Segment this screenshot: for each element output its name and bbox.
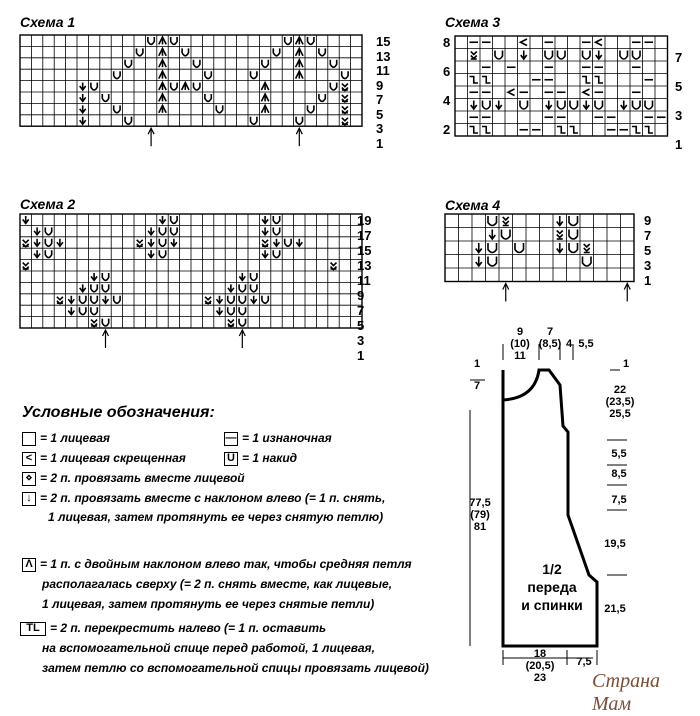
stitch-symbol (308, 105, 314, 112)
stitch-symbol (330, 83, 336, 90)
row-number: 3 (376, 121, 384, 136)
stitch-symbol (633, 51, 641, 60)
row-number: 8 (443, 35, 451, 50)
stitch-symbol (476, 243, 482, 253)
stitch-symbol (91, 320, 97, 327)
stitch-symbol (148, 227, 154, 234)
stitch-symbol (45, 250, 51, 257)
stitch-symbol (125, 60, 131, 67)
right-dim-7-5: 7,5 (611, 494, 627, 506)
stitch-symbol (102, 273, 108, 280)
stitch-symbol (137, 240, 143, 247)
stitch-symbol (342, 118, 348, 125)
row-number: 7 (675, 49, 683, 65)
knit-icon (22, 432, 36, 446)
row-number: 9 (644, 213, 652, 228)
stitch-symbol (171, 37, 177, 44)
stitch-symbol (342, 106, 348, 113)
stitch-symbol (239, 284, 245, 291)
stitch-symbol (545, 51, 553, 60)
legend-item-ssk-cont: 1 лицевая, затем протянуть ее через снятую петлю) (48, 510, 384, 524)
stitch-symbol (285, 37, 291, 44)
stitch-symbol (80, 117, 86, 124)
purl-icon: — (225, 431, 237, 444)
stitch-symbol (114, 296, 120, 303)
row-number: 2 (443, 122, 451, 137)
stitch-symbol (217, 296, 223, 303)
stitch-symbol (80, 307, 86, 314)
row-number: 9 (376, 77, 384, 93)
stitch-symbol (569, 243, 578, 253)
stitch-symbol (521, 39, 528, 46)
stitch-symbol (489, 230, 495, 240)
stitch-symbol (91, 273, 97, 280)
top-dim-4: 4 (565, 338, 573, 350)
stitch-symbol (251, 71, 257, 78)
left-dim-1: 1 (473, 358, 481, 370)
stitch-symbol (80, 83, 86, 90)
stitch-symbol (296, 117, 302, 124)
row-number: 1 (357, 348, 365, 363)
stitch-symbol (645, 127, 654, 134)
stitch-symbol (261, 105, 268, 112)
stitch-symbol (273, 227, 279, 234)
stitch-symbol (470, 127, 479, 134)
stitch-symbol (483, 101, 491, 110)
bottom-dim-width: 18 (20,5) 23 (525, 648, 555, 684)
scheme-4-title: Схема 4 (445, 197, 501, 213)
stitch-symbol (520, 101, 528, 110)
scheme-2-title: Схема 2 (20, 196, 76, 212)
legend-item-double-decrease-cont1: располагалась сверху (= 2 п. снять вместе, как лицевые, (42, 577, 393, 591)
stitch-symbol (91, 83, 97, 90)
stitch-symbol (495, 51, 503, 60)
stitch-symbol (621, 101, 627, 110)
stitch-symbol (261, 83, 268, 90)
stitch-symbol (596, 51, 602, 60)
stitch-symbol (330, 60, 336, 67)
stitch-symbol (239, 273, 245, 280)
stitch-symbol (569, 230, 578, 240)
row-number: 1 (644, 273, 652, 288)
stitch-symbol (102, 284, 108, 291)
stitch-symbol (68, 307, 74, 314)
stitch-symbol (182, 48, 188, 55)
stitch-symbol (471, 101, 477, 110)
stitch-symbol (583, 101, 589, 110)
stitch-symbol (470, 77, 479, 84)
legend-item-purl: — = 1 изнаночная (225, 431, 332, 445)
watermark: Страна Мам (592, 670, 660, 715)
bottom-dim-7-5: 7,5 (576, 656, 592, 668)
stitch-symbol (228, 320, 234, 327)
stitch-symbol (273, 48, 279, 55)
stitch-symbol (583, 89, 590, 96)
stitch-symbol (342, 71, 348, 78)
pattern-center-label: 1/2 переда и спинки (521, 561, 583, 613)
stitch-symbol (476, 257, 482, 267)
stitch-symbol (159, 83, 166, 90)
stitch-symbol (125, 117, 131, 124)
stitch-symbol (159, 71, 166, 78)
stitch-symbol (482, 127, 491, 134)
stitch-symbol (228, 296, 234, 303)
stitch-symbol (23, 240, 29, 247)
stitch-symbol (148, 250, 154, 257)
stitch-symbol (102, 319, 108, 326)
legend-item-knit: = 1 лицевая (22, 430, 110, 447)
scheme-3-title: Схема 3 (445, 14, 501, 30)
legend-title: Условные обозначения: (22, 404, 215, 421)
stitch-symbol (171, 216, 177, 223)
stitch-symbol (296, 239, 302, 246)
scheme-4-chart (445, 214, 635, 294)
stitch-symbol (171, 227, 177, 234)
top-dim-neck: 9 (10) 11 (510, 326, 530, 362)
stitch-symbol (488, 257, 497, 267)
stitch-symbol (273, 250, 279, 257)
stitch-symbol (251, 296, 257, 303)
stitch-symbol (194, 60, 200, 67)
row-number: 3 (357, 333, 365, 348)
stitch-symbol (521, 51, 527, 60)
stitch-symbol (45, 239, 51, 246)
stitch-symbol (546, 101, 552, 110)
stitch-symbol (296, 37, 303, 44)
stitch-symbol (569, 216, 578, 226)
stitch-symbol (557, 243, 563, 253)
repeat-arrow (296, 128, 302, 146)
right-dim-21-5: 21,5 (604, 603, 626, 615)
stitch-symbol (582, 77, 591, 84)
row-number: 5 (675, 78, 683, 94)
stitch-symbol (308, 37, 314, 44)
legend-item-cross-left-cont2: затем петлю со вспомогательной спицы провязать лицевой) (42, 661, 429, 675)
k2tog-icon: ⋄ (22, 472, 36, 486)
repeat-arrow (148, 128, 154, 146)
stitch-symbol (262, 296, 268, 303)
stitch-symbol (137, 48, 143, 55)
legend-item-cross-left: TL = 2 п. перекрестить налево (= 1 п. оставить (20, 620, 326, 637)
right-dim-19-5: 19,5 (604, 538, 626, 550)
stitch-symbol (251, 273, 257, 280)
stitch-symbol (508, 89, 515, 96)
row-number: 13 (357, 258, 372, 273)
row-number: 9 (357, 288, 365, 303)
row-number: 5 (357, 318, 365, 333)
scheme-3-chart (455, 36, 670, 158)
stitch-symbol (171, 239, 177, 246)
stitch-symbol (91, 307, 97, 314)
stitch-symbol (102, 94, 108, 101)
stitch-symbol (217, 307, 223, 314)
stitch-symbol (262, 60, 268, 67)
row-number: 7 (644, 228, 652, 243)
stitch-symbol (596, 39, 603, 46)
stitch-symbol (159, 227, 165, 234)
stitch-symbol (273, 216, 279, 223)
stitch-symbol (239, 319, 245, 326)
stitch-symbol (583, 51, 591, 60)
stitch-symbol (261, 94, 268, 101)
stitch-symbol (159, 48, 166, 55)
left-dim-7: 7 (473, 380, 481, 392)
stitch-symbol (584, 244, 590, 253)
stitch-symbol (488, 243, 497, 253)
stitch-symbol (114, 71, 120, 78)
right-dim-top: 1 (622, 358, 630, 370)
legend-item-double-decrease: Λ = 1 п. с двойным наклоном влево так, чтобы средняя петля (22, 556, 412, 573)
stitch-symbol (488, 216, 497, 226)
stitch-symbol (205, 297, 211, 304)
repeat-arrow (503, 284, 509, 302)
stitch-symbol (159, 105, 166, 112)
stitch-symbol (194, 83, 200, 90)
stitch-symbol (34, 227, 40, 234)
stitch-symbol (148, 239, 154, 246)
stitch-symbol (285, 239, 291, 246)
stitch-symbol (103, 296, 109, 303)
stitch-symbol (557, 127, 566, 134)
stitch-symbol (159, 60, 166, 67)
cross-left-icon: TL (20, 622, 46, 636)
repeat-arrow (103, 330, 109, 348)
stitch-symbol (80, 105, 86, 112)
crossed-knit-icon: < (22, 452, 36, 466)
top-dim-shoulder: 7 (8,5) (538, 326, 562, 350)
stitch-symbol (80, 284, 86, 291)
stitch-symbol (68, 296, 74, 303)
repeat-arrow (239, 330, 245, 348)
stitch-symbol (558, 51, 566, 60)
stitch-symbol (558, 101, 566, 110)
stitch-symbol (228, 284, 234, 291)
row-number: 19 (357, 213, 372, 228)
stitch-symbol (45, 227, 51, 234)
right-dim-5-5: 5,5 (611, 448, 627, 460)
legend-item-cross-left-cont1: на вспомогательной спице перед работой, 1 лицевая, (42, 641, 375, 655)
stitch-symbol (148, 37, 154, 44)
scheme-1-chart (20, 35, 370, 157)
stitch-symbol (502, 230, 511, 240)
stitch-symbol (91, 296, 97, 303)
row-number: 13 (376, 48, 391, 64)
yarn-over-icon: U (224, 452, 238, 466)
stitch-symbol (274, 239, 280, 246)
row-number: 5 (376, 106, 384, 122)
stitch-symbol (171, 83, 177, 90)
row-number: 17 (357, 228, 372, 243)
stitch-symbol (595, 101, 603, 110)
stitch-symbol (23, 216, 29, 223)
stitch-symbol (570, 127, 579, 134)
stitch-symbol (319, 94, 325, 101)
stitch-symbol (632, 127, 641, 134)
double-decrease-icon: Λ (22, 558, 36, 572)
stitch-symbol (570, 101, 578, 110)
stitch-symbol (205, 94, 211, 101)
stitch-symbol (160, 216, 166, 223)
legend-item-double-decrease-cont2: 1 лицевая, затем протянуть ее через снятые петли) (42, 597, 375, 611)
row-number: 4 (443, 93, 451, 108)
stitch-symbol (205, 71, 211, 78)
stitch-symbol (80, 94, 86, 101)
stitch-symbol (482, 77, 491, 84)
stitch-symbol (262, 240, 268, 247)
stitch-symbol (342, 95, 348, 102)
stitch-symbol (262, 227, 268, 234)
legend-item-yarn-over: U = 1 накид (224, 450, 297, 467)
stitch-symbol (182, 83, 189, 90)
stitch-symbol (503, 217, 509, 226)
stitch-symbol (471, 52, 477, 60)
stitch-symbol (342, 84, 348, 91)
stitch-symbol (57, 239, 63, 246)
row-number: 7 (357, 303, 365, 318)
row-number: 6 (443, 64, 451, 79)
top-dim-5-5: 5,5 (578, 338, 594, 350)
ssk-icon: ↓ (22, 492, 36, 506)
stitch-symbol (34, 250, 40, 257)
stitch-symbol (496, 101, 502, 110)
stitch-symbol (515, 243, 524, 253)
legend-item-ssk: ↓ = 2 п. провязать вместе с наклоном влево (= 1 п. снять, (22, 490, 385, 507)
stitch-symbol (228, 307, 234, 314)
stitch-symbol (296, 60, 303, 67)
row-number: 7 (376, 92, 384, 107)
stitch-symbol (251, 117, 257, 124)
stitch-symbol (620, 51, 628, 60)
stitch-symbol (296, 71, 303, 78)
stitch-symbol (159, 94, 166, 101)
stitch-symbol (114, 105, 120, 112)
stitch-symbol (159, 37, 166, 44)
row-number: 3 (644, 258, 652, 273)
row-number: 5 (644, 243, 652, 258)
stitch-symbol (159, 239, 165, 246)
stitch-symbol (57, 297, 63, 304)
stitch-symbol (91, 284, 97, 291)
legend-item-crossed-knit: < = 1 лицевая скрещенная (22, 450, 186, 467)
stitch-symbol (595, 77, 604, 84)
stitch-symbol (645, 101, 653, 110)
stitch-symbol (331, 263, 337, 270)
left-height-dims: 77,5 (79) 81 (469, 497, 491, 533)
stitch-symbol (159, 250, 165, 257)
row-number: 3 (675, 107, 683, 123)
stitch-symbol (239, 296, 245, 303)
row-number: 15 (376, 34, 391, 49)
row-number: 15 (357, 243, 372, 258)
right-dim-8-5: 8,5 (611, 468, 627, 480)
stitch-symbol (216, 105, 222, 112)
stitch-symbol (633, 101, 641, 110)
stitch-symbol (557, 216, 563, 226)
row-number: 1 (376, 135, 384, 151)
stitch-symbol (251, 284, 257, 291)
scheme-1-title: Схема 1 (20, 14, 76, 30)
stitch-symbol (296, 48, 303, 55)
stitch-symbol (262, 250, 268, 257)
stitch-symbol (34, 239, 40, 246)
row-number: 1 (675, 136, 683, 152)
stitch-symbol (80, 296, 86, 303)
legend-item-k2tog: ⋄ = 2 п. провязать вместе лицевой (22, 470, 245, 487)
stitch-symbol (23, 263, 29, 270)
row-number: 11 (376, 63, 390, 78)
scheme-2-chart (20, 214, 350, 366)
right-dim-armhole: 22 (23,5) 25,5 (605, 384, 635, 420)
row-number: 11 (357, 273, 371, 288)
stitch-symbol (262, 216, 268, 223)
stitch-symbol (557, 231, 563, 240)
stitch-symbol (319, 48, 325, 55)
stitch-symbol (239, 307, 245, 314)
stitch-symbol (583, 257, 592, 267)
repeat-arrow (624, 284, 630, 302)
